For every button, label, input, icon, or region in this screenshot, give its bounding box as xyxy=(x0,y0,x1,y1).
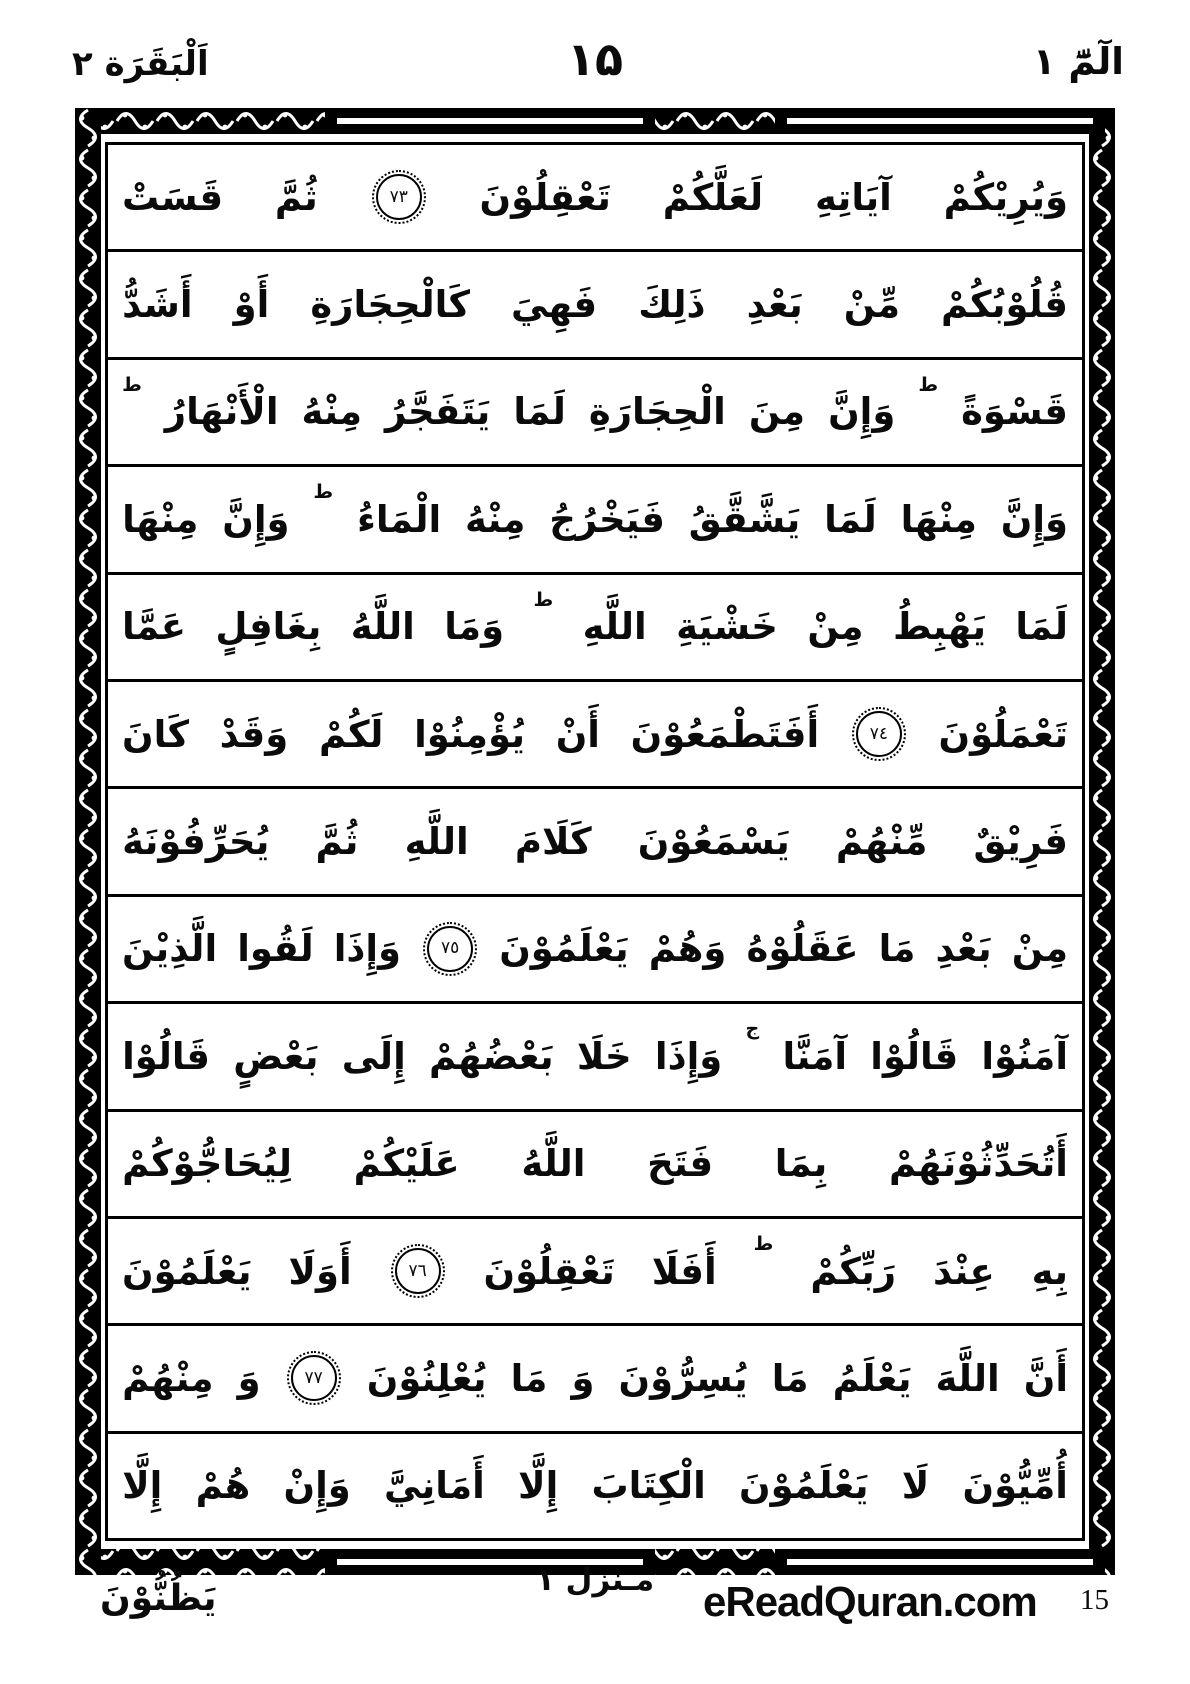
quran-line xyxy=(108,1326,1082,1433)
pause-mark: ط xyxy=(313,481,334,504)
quran-word: يُحَرِّفُوْنَهُ xyxy=(122,820,270,864)
ayah-marker: ٧٤ xyxy=(856,711,902,757)
quran-word: مِّنْهُمْ xyxy=(835,820,928,864)
quran-word: يَتَفَجَّرُ xyxy=(385,390,491,434)
quran-word: عَمَّا xyxy=(122,605,187,649)
quran-word: رَبِّكُمْ xyxy=(810,1249,897,1293)
quran-line xyxy=(108,467,1082,574)
quran-word: إِلَى xyxy=(341,1034,406,1078)
quran-word: يَعْلَمُوْنَ xyxy=(499,927,629,971)
quran-word: تَعْقِلُوْنَ xyxy=(479,175,611,219)
quran-word: مِنْهُ xyxy=(301,390,362,434)
quran-word: لَا xyxy=(901,1464,930,1508)
quran-word: قَسْوَةً xyxy=(961,390,1068,434)
ayah-marker: ٧٣ xyxy=(376,174,422,220)
quran-word: لَمَا xyxy=(1015,605,1068,649)
quran-word: مِنْهُ xyxy=(464,497,526,541)
quran-word: خَشْيَةِ xyxy=(676,605,778,649)
quran-line xyxy=(108,1004,1082,1111)
quran-word: مِّنْ xyxy=(843,283,900,327)
pause-mark: ط xyxy=(533,588,554,611)
quran-word: يُعْلِنُوْنَ xyxy=(366,1356,487,1400)
quran-word: قُلُوْبُكُمْ xyxy=(941,283,1068,327)
quran-word: آيَاتِهِ xyxy=(814,175,892,219)
quran-word: عَقَلُوْهُ xyxy=(746,927,859,971)
pause-mark: ج xyxy=(745,1018,760,1041)
quran-word: مِنْ xyxy=(1011,927,1068,971)
quran-word: وَمَا xyxy=(444,605,505,649)
pause-mark: ط xyxy=(918,373,939,396)
quran-line xyxy=(108,789,1082,896)
quran-text-block xyxy=(105,142,1085,1541)
quran-line xyxy=(108,1219,1082,1326)
juz-name-label: الٓمّٓ ١ xyxy=(1032,40,1124,83)
quran-word: وَيُرِيْكُمْ xyxy=(943,175,1068,219)
quran-word: خَلَا xyxy=(576,1034,632,1078)
quran-word: وَإِذَا xyxy=(333,927,402,971)
quran-word: أَنْ xyxy=(555,712,600,756)
quran-word: مِنَ xyxy=(748,390,806,434)
quran-word: اللَّهَ xyxy=(935,1356,1000,1400)
quran-word: بَعْضٍ xyxy=(233,1034,319,1078)
quran-word: مِنْهَا xyxy=(900,497,977,541)
quran-word: لَكُمْ xyxy=(318,712,384,756)
quran-line xyxy=(108,897,1082,1004)
quran-word: عِنْدَ xyxy=(932,1249,995,1293)
quran-word: مِنْ xyxy=(807,605,864,649)
quran-word: ثُمَّ xyxy=(315,820,359,864)
quran-word: الَّذِيْنَ xyxy=(122,927,218,971)
quran-word: مَا xyxy=(510,1356,548,1400)
quran-word: قَالُوْا xyxy=(870,1034,959,1078)
quran-word: تَعْمَلُوْنَ xyxy=(938,712,1068,756)
quran-word: يُؤْمِنُوْا xyxy=(414,712,526,756)
quran-line xyxy=(108,252,1082,359)
quran-word: يَعْلَمُ xyxy=(832,1356,912,1400)
quran-word: أُمِّيُّوْنَ xyxy=(962,1464,1068,1508)
quran-word: وَإِذَا xyxy=(654,1034,723,1078)
quran-word: هُمْ xyxy=(195,1464,251,1508)
pause-mark: ط xyxy=(122,373,142,396)
quran-word: اللَّهُ xyxy=(521,1142,586,1186)
quran-word: فَتَحَ xyxy=(647,1142,714,1186)
ayah-marker: ٧٧ xyxy=(291,1355,337,1401)
quran-word: أَمَانِيَّ xyxy=(383,1464,485,1508)
quran-word: يَشَّقَّقُ xyxy=(688,497,801,541)
quran-line xyxy=(108,1112,1082,1219)
quran-word: عَلَيْكُمْ xyxy=(353,1142,460,1186)
quran-word: وَهُمْ xyxy=(648,927,727,971)
quran-line xyxy=(108,360,1082,467)
quran-word: اللَّهِ xyxy=(582,605,647,649)
quran-word: لَمَا xyxy=(824,497,877,541)
quran-word: إِلَّا xyxy=(122,1464,163,1508)
quran-word: ذَلِكَ xyxy=(638,283,706,327)
quran-word: بِهِ xyxy=(1031,1249,1068,1293)
quran-word: فَهِيَ xyxy=(511,283,598,327)
quran-word: أَنَّ xyxy=(1023,1356,1068,1400)
quran-word: أَشَدُّ xyxy=(122,283,193,327)
quran-word: كَلَامَ xyxy=(514,820,592,864)
quran-word: آمَنُوْا xyxy=(981,1034,1068,1078)
quran-word: وَإِنَّ xyxy=(222,497,290,541)
quran-word: أَوَلَا xyxy=(288,1249,352,1293)
quran-word: وَقَدْ xyxy=(219,712,289,756)
quran-line xyxy=(108,682,1082,789)
ayah-marker: ٧٦ xyxy=(395,1248,441,1294)
ayah-marker: ٧٥ xyxy=(427,926,473,972)
quran-word: كَالْحِجَارَةِ xyxy=(310,283,470,327)
quran-line xyxy=(108,575,1082,682)
quran-word: آمَنَّا xyxy=(782,1034,848,1078)
quran-word: ثُمَّ xyxy=(274,175,318,219)
quran-word: مَا xyxy=(878,927,916,971)
quran-line xyxy=(108,145,1082,252)
quran-word: وَإِنَّ xyxy=(828,390,896,434)
quran-word: وَ xyxy=(571,1356,595,1400)
quran-word: اللَّهُ xyxy=(350,605,415,649)
quran-word: أَفَتَطْمَعُوْنَ xyxy=(630,712,820,756)
quran-word: بَعْدِ xyxy=(935,927,992,971)
quran-word: مِنْهُمْ xyxy=(122,1356,214,1400)
quran-line xyxy=(108,1434,1082,1538)
quran-word: الْحِجَارَةِ xyxy=(588,390,726,434)
quran-word: أَوْ xyxy=(233,283,270,327)
quran-word: يَعْلَمُوْنَ xyxy=(122,1249,252,1293)
pause-mark: ط xyxy=(753,1232,774,1255)
quran-word: وَإِنَّ xyxy=(1000,497,1068,541)
quran-word: مَا xyxy=(771,1356,809,1400)
quran-word: يَعْلَمُوْنَ xyxy=(739,1464,869,1508)
quran-word: الْمَاءُ xyxy=(356,497,442,541)
quran-word: لَمَا xyxy=(513,390,566,434)
quran-word: لِيُحَاجُّوْكُمْ xyxy=(122,1142,293,1186)
quran-word: يُسِرُّوْنَ xyxy=(618,1356,748,1400)
quran-word: لَعَلَّكُمْ xyxy=(662,175,764,219)
manzil-label: مـنزل ١ xyxy=(535,1562,655,1598)
quran-word: بَعْدِ xyxy=(746,283,803,327)
quran-word: اللَّهِ xyxy=(404,820,469,864)
quran-word: بِغَافِلٍ xyxy=(215,605,322,649)
text-frame xyxy=(75,108,1115,1575)
quran-word: قَسَتْ xyxy=(122,175,224,219)
quran-word: وَإِنْ xyxy=(283,1464,351,1508)
quran-word: مِنْهَا xyxy=(122,497,199,541)
quran-word: فَرِيْقٌ xyxy=(973,820,1068,864)
quran-word: بَعْضُهُمْ xyxy=(429,1034,554,1078)
page-number-bottom: 15 xyxy=(1080,1584,1109,1616)
quran-word: أَتُحَدِّثُوْنَهُمْ xyxy=(888,1142,1068,1186)
quran-word: يَسْمَعُوْنَ xyxy=(637,820,790,864)
quran-word: الْأَنْهَارُ xyxy=(164,390,279,434)
quran-word: يَهْبِطُ xyxy=(892,605,987,649)
surah-name-label: اَلْبَقَرَة ٢ xyxy=(72,44,209,84)
quran-word: أَفَلَا xyxy=(651,1249,717,1293)
quran-word: فَيَخْرُجُ xyxy=(549,497,665,541)
quran-word: إِلَّا xyxy=(518,1464,559,1508)
quran-word: تَعْقِلُوْنَ xyxy=(483,1249,615,1293)
quran-word: الْكِتَابَ xyxy=(591,1464,706,1508)
quran-word: قَالُوْا xyxy=(122,1034,211,1078)
page-number-top: ۱۵ xyxy=(566,32,624,86)
quran-word: كَانَ xyxy=(122,712,189,756)
quran-word: وَ xyxy=(237,1356,261,1400)
quran-word: بِمَا xyxy=(774,1142,828,1186)
catchword-label: يَظُنُّوْنَ xyxy=(100,1578,217,1619)
website-label: eReadQuran.com xyxy=(703,1578,1037,1625)
quran-word: لَقُوا xyxy=(237,927,314,971)
